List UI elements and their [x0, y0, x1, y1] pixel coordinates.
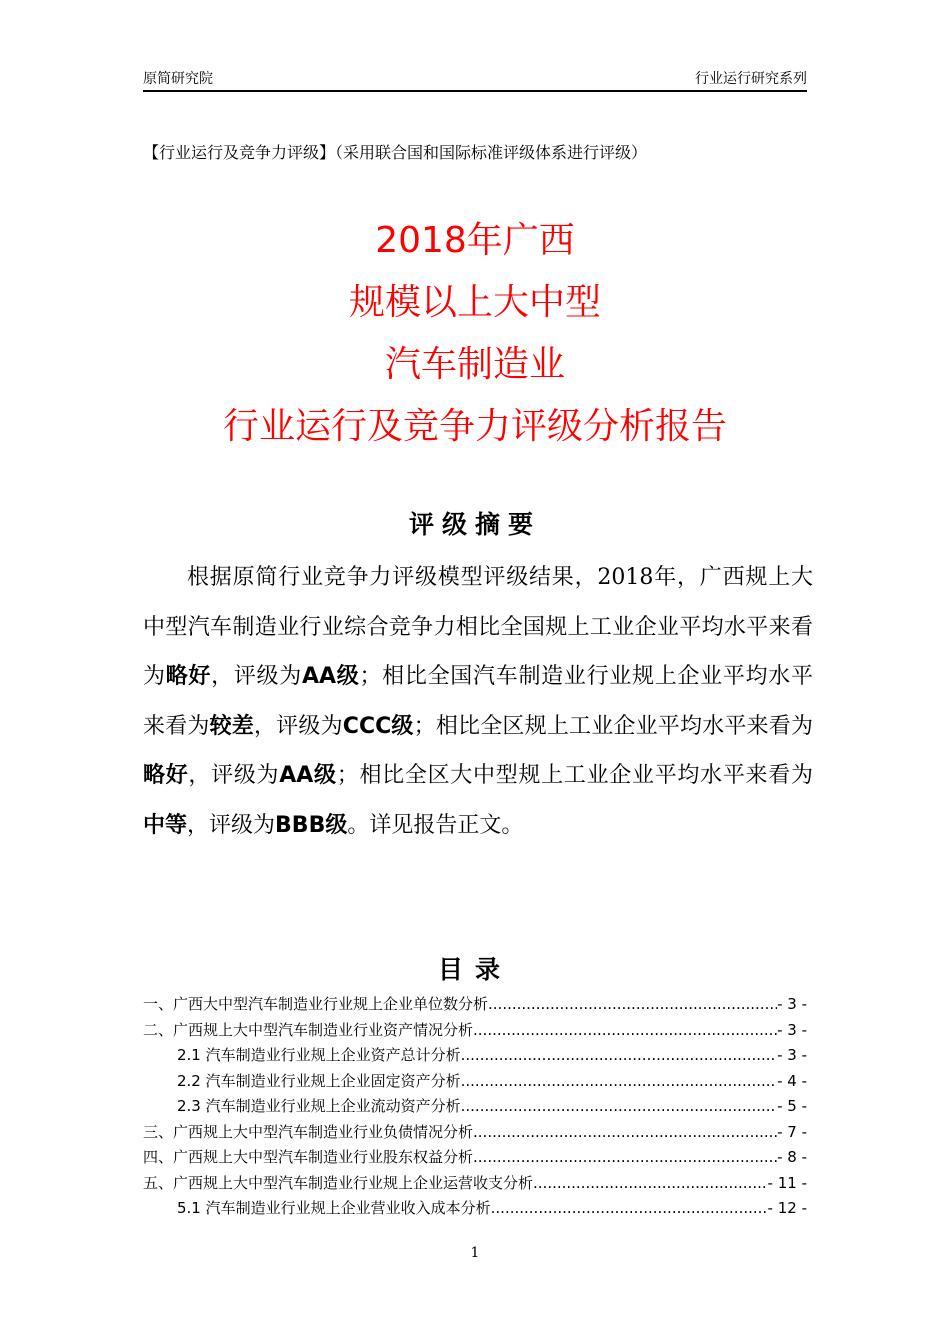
summary-text: ；相比全区规上工业企业平均水平来看为 [413, 713, 813, 739]
summary-grade: CCC级 [342, 713, 414, 739]
toc-entry-label[interactable]: 5.1 汽车制造业行业规上企业营业收入成本分析 [177, 1199, 491, 1217]
page-number: 1 [470, 1245, 480, 1261]
toc-entry-page: - 3 - [777, 1046, 807, 1064]
title-line-2: 规模以上大中型 [348, 282, 601, 323]
summary-text: ，评级为 [188, 763, 280, 788]
toc-entry-page: - 7 - [777, 1122, 807, 1141]
toc-entry-label[interactable]: 一、广西大中型汽车制造业行业规上企业单位数分析 [143, 995, 489, 1013]
toc-subentry[interactable] [143, 1196, 807, 1222]
report-title [143, 215, 807, 463]
summary-text: ；相比全区大中型规上工业企业平均水平来看为 [336, 763, 813, 788]
header-org: 原简研究院 [143, 71, 213, 87]
toc-leader-dots [461, 1043, 777, 1069]
summary-text: ，评级为 [187, 812, 276, 838]
summary-heading: 评级摘要 [408, 510, 541, 539]
toc-subentry[interactable] [143, 1069, 807, 1095]
page-header [143, 66, 807, 92]
toc-entry-label[interactable]: 2.2 汽车制造业行业规上企业固定资产分析 [177, 1071, 461, 1090]
rating-note: 【行业运行及竞争力评级】（采用联合国和国际标准评级体系进行评级） [143, 143, 648, 162]
summary-grade: AA级 [301, 664, 360, 689]
toc-entry[interactable] [143, 1145, 807, 1171]
toc-entry-page: - 3 - [777, 995, 807, 1013]
title-line-3: 汽车制造业 [384, 344, 565, 385]
title-line-4: 行业运行及竞争力评级分析报告 [222, 406, 727, 447]
toc-leader-dots [488, 992, 777, 1018]
summary-body [143, 553, 813, 850]
summary-emphasis: 略好 [143, 763, 189, 788]
toc-entry-label[interactable]: 二、广西规上大中型汽车制造业行业资产情况分析 [143, 1020, 474, 1039]
summary-paragraph [143, 553, 813, 850]
toc-entry[interactable] [143, 1120, 807, 1146]
header-series: 行业运行研究系列 [695, 71, 807, 87]
toc-leader-dots [491, 1196, 768, 1222]
toc-entry-page: - 3 - [777, 1020, 807, 1039]
summary-emphasis: 略好 [165, 664, 212, 689]
toc-leader-dots [473, 1145, 777, 1171]
toc-entry-label[interactable]: 四、广西规上大中型汽车制造业行业股东权益分析 [143, 1148, 474, 1166]
summary-text: ，评级为 [254, 713, 343, 739]
summary-grade: BBB级 [275, 812, 348, 838]
summary-text: 根据原简行业竞争力评级模型评级结果，2018年，广西规上大中型汽车制造业行业综合竞争力相比全国规上工业企业平均水平来看为 [143, 565, 813, 689]
toc-entry-page: - 5 - [777, 1097, 807, 1115]
toc-entry-label[interactable]: 2.1 汽车制造业行业规上企业资产总计分析 [177, 1046, 461, 1064]
toc-entry-page: - 11 - [767, 1173, 807, 1192]
toc-entry-label[interactable]: 五、广西规上大中型汽车制造业行业规上企业运营收支分析 [143, 1173, 534, 1192]
toc-entry[interactable] [143, 1018, 807, 1044]
toc-entry-page: - 12 - [767, 1199, 807, 1217]
summary-emphasis: 中等 [143, 812, 188, 838]
toc-entry-label[interactable]: 2.3 汽车制造业行业规上企业流动资产分析 [177, 1097, 461, 1115]
toc-entry-label[interactable]: 三、广西规上大中型汽车制造业行业负债情况分析 [143, 1122, 474, 1141]
title-line-1: 2018年广西 [375, 220, 575, 261]
summary-text: ；相比全国汽车制造业行业规上企业平均水平来看为 [143, 664, 813, 739]
summary-text: 。详见报告正文。 [347, 812, 524, 838]
toc-leader-dots [461, 1069, 777, 1095]
toc-leader-dots [473, 1018, 777, 1044]
toc-subentry[interactable] [143, 1094, 807, 1120]
toc-leader-dots [473, 1120, 777, 1146]
toc-entry[interactable] [143, 992, 807, 1018]
summary-grade: AA级 [279, 763, 337, 788]
toc-entry[interactable] [143, 1171, 807, 1197]
toc-heading: 目录 [437, 955, 512, 984]
toc-entry-page: - 4 - [777, 1071, 807, 1090]
toc-leader-dots [461, 1094, 777, 1120]
summary-emphasis: 较差 [209, 713, 254, 739]
toc-subentry[interactable] [143, 1043, 807, 1069]
table-of-contents [143, 992, 807, 1222]
toc-leader-dots [533, 1171, 768, 1197]
toc-entry-page: - 8 - [777, 1148, 807, 1166]
summary-text: ，评级为 [211, 664, 302, 689]
